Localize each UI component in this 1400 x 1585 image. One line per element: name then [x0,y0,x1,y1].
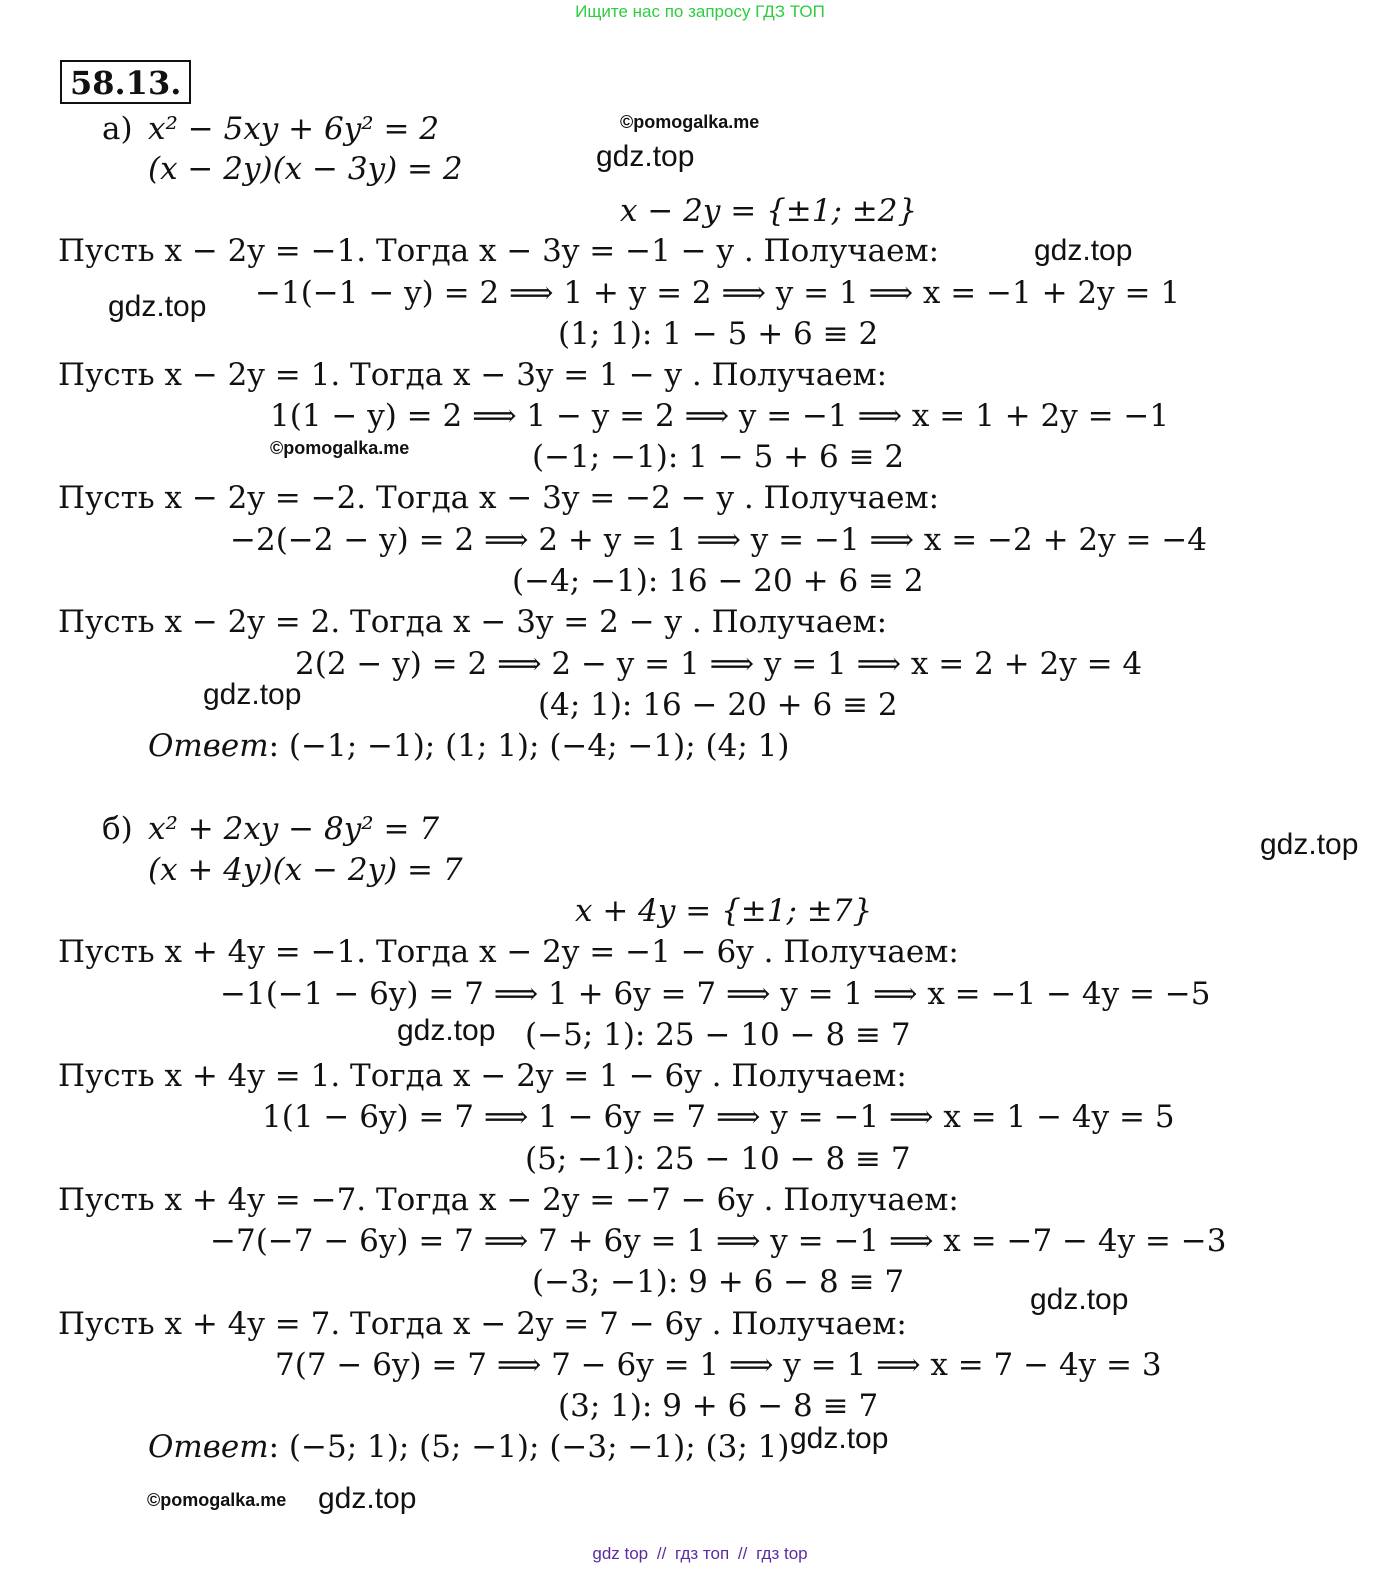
footer-link-gdz-top-mixed[interactable]: гдз top [756,1544,808,1563]
watermark-gdz: gdz.top [318,1482,417,1515]
part-b-answer [148,1428,789,1466]
footer-link-gdz-top-ru[interactable]: гдз топ [675,1544,730,1563]
part-b-answer-label: Ответ [148,1429,269,1465]
part-b-cases: x + 4y = {±1; ±7} [575,893,873,929]
watermark-gdz: gdz.top [108,290,207,323]
watermark-pomogalka: ©pomogalka.me [147,1490,287,1510]
part-b-case2-solve: 1(1 − 6y) = 7 ⟹ 1 − 6y = 7 ⟹ y = −1 ⟹ x = 1 − 4y = 5 [262,1099,1175,1135]
part-b-equation: x² + 2xy − 8y² = 7 [148,811,440,847]
part-a-case3-check: (−4; −1): 16 − 20 + 6 ≡ 2 [512,563,924,599]
part-b-case1-check: (−5; 1): 25 − 10 − 8 ≡ 7 [525,1017,911,1053]
part-b-case3-solve: −7(−7 − 6y) = 7 ⟹ 7 + 6y = 1 ⟹ y = −1 ⟹ x = −7 − 4y = −3 [210,1223,1227,1259]
footer-separator: // [656,1544,667,1563]
part-a-case3-text: Пусть x − 2y = −2. Тогда x − 3y = −2 − y . Получаем: [58,480,940,516]
watermark-gdz: gdz.top [1034,234,1133,267]
watermark-gdz: gdz.top [1260,828,1359,861]
part-a-cases: x − 2y = {±1; ±2} [620,193,918,229]
watermark-gdz: gdz.top [790,1422,889,1455]
top-banner-link[interactable]: Ищите нас по запросу ГДЗ ТОП [575,2,825,21]
watermark-gdz: gdz.top [203,678,302,711]
part-a-case2-text: Пусть x − 2y = 1. Тогда x − 3y = 1 − y . Получаем: [58,357,888,393]
task-number: 58.13. [60,60,191,104]
footer-separator: // [737,1544,748,1563]
part-b-case4-solve: 7(7 − 6y) = 7 ⟹ 7 − 6y = 1 ⟹ y = 1 ⟹ x = 7 − 4y = 3 [275,1347,1162,1383]
footer-links [0,1544,1400,1564]
watermark-gdz: gdz.top [397,1014,496,1047]
part-a-case3-solve: −2(−2 − y) = 2 ⟹ 2 + y = 1 ⟹ y = −1 ⟹ x = −2 + 2y = −4 [230,522,1208,558]
part-a-case4-check: (4; 1): 16 − 20 + 6 ≡ 2 [538,687,898,723]
part-a-answer [148,727,789,765]
watermark-pomogalka: ©pomogalka.me [270,438,410,458]
part-b-case1-solve: −1(−1 − 6y) = 7 ⟹ 1 + 6y = 7 ⟹ y = 1 ⟹ x = −1 − 4y = −5 [220,976,1211,1012]
part-b-case3-text: Пусть x + 4y = −7. Тогда x − 2y = −7 − 6y . Получаем: [58,1182,959,1218]
part-b-answer-value: : (−5; 1); (5; −1); (−3; −1); (3; 1) [268,1429,790,1465]
part-b-label: б) [102,811,133,847]
part-a-equation: x² − 5xy + 6y² = 2 [148,111,440,147]
part-a-label: а) [102,111,133,147]
part-b-factored: (x + 4y)(x − 2y) = 7 [148,852,463,888]
part-b-case1-text: Пусть x + 4y = −1. Тогда x − 2y = −1 − 6y . Получаем: [58,934,959,970]
part-a-case2-check: (−1; −1): 1 − 5 + 6 ≡ 2 [532,439,905,475]
watermark-pomogalka: ©pomogalka.me [620,112,760,132]
part-b-case3-check: (−3; −1): 9 + 6 − 8 ≡ 7 [532,1264,905,1300]
part-a-answer-label: Ответ [148,728,269,764]
part-a-case2-solve: 1(1 − y) = 2 ⟹ 1 − y = 2 ⟹ y = −1 ⟹ x = 1 + 2y = −1 [270,398,1170,434]
part-a-case4-solve: 2(2 − y) = 2 ⟹ 2 − y = 1 ⟹ y = 1 ⟹ x = 2 + 2y = 4 [295,646,1143,682]
part-b-case4-check: (3; 1): 9 + 6 − 8 ≡ 7 [558,1388,879,1424]
part-a-answer-value: : (−1; −1); (1; 1); (−4; −1); (4; 1) [268,728,790,764]
footer-link-gdz-top[interactable]: gdz top [592,1544,649,1563]
part-a-case4-text: Пусть x − 2y = 2. Тогда x − 3y = 2 − y . Получаем: [58,604,888,640]
part-b-case2-text: Пусть x + 4y = 1. Тогда x − 2y = 1 − 6y . Получаем: [58,1058,907,1094]
part-a-case1-solve: −1(−1 − y) = 2 ⟹ 1 + y = 2 ⟹ y = 1 ⟹ x = −1 + 2y = 1 [255,275,1181,311]
watermark-gdz: gdz.top [596,140,695,173]
part-a-case1-text: Пусть x − 2y = −1. Тогда x − 3y = −1 − y . Получаем: [58,233,940,269]
watermark-gdz: gdz.top [1030,1283,1129,1316]
part-a-factored: (x − 2y)(x − 3y) = 2 [148,151,463,187]
part-a-case1-check: (1; 1): 1 − 5 + 6 ≡ 2 [558,316,879,352]
part-b-case2-check: (5; −1): 25 − 10 − 8 ≡ 7 [525,1141,911,1177]
part-b-case4-text: Пусть x + 4y = 7. Тогда x − 2y = 7 − 6y . Получаем: [58,1306,907,1342]
